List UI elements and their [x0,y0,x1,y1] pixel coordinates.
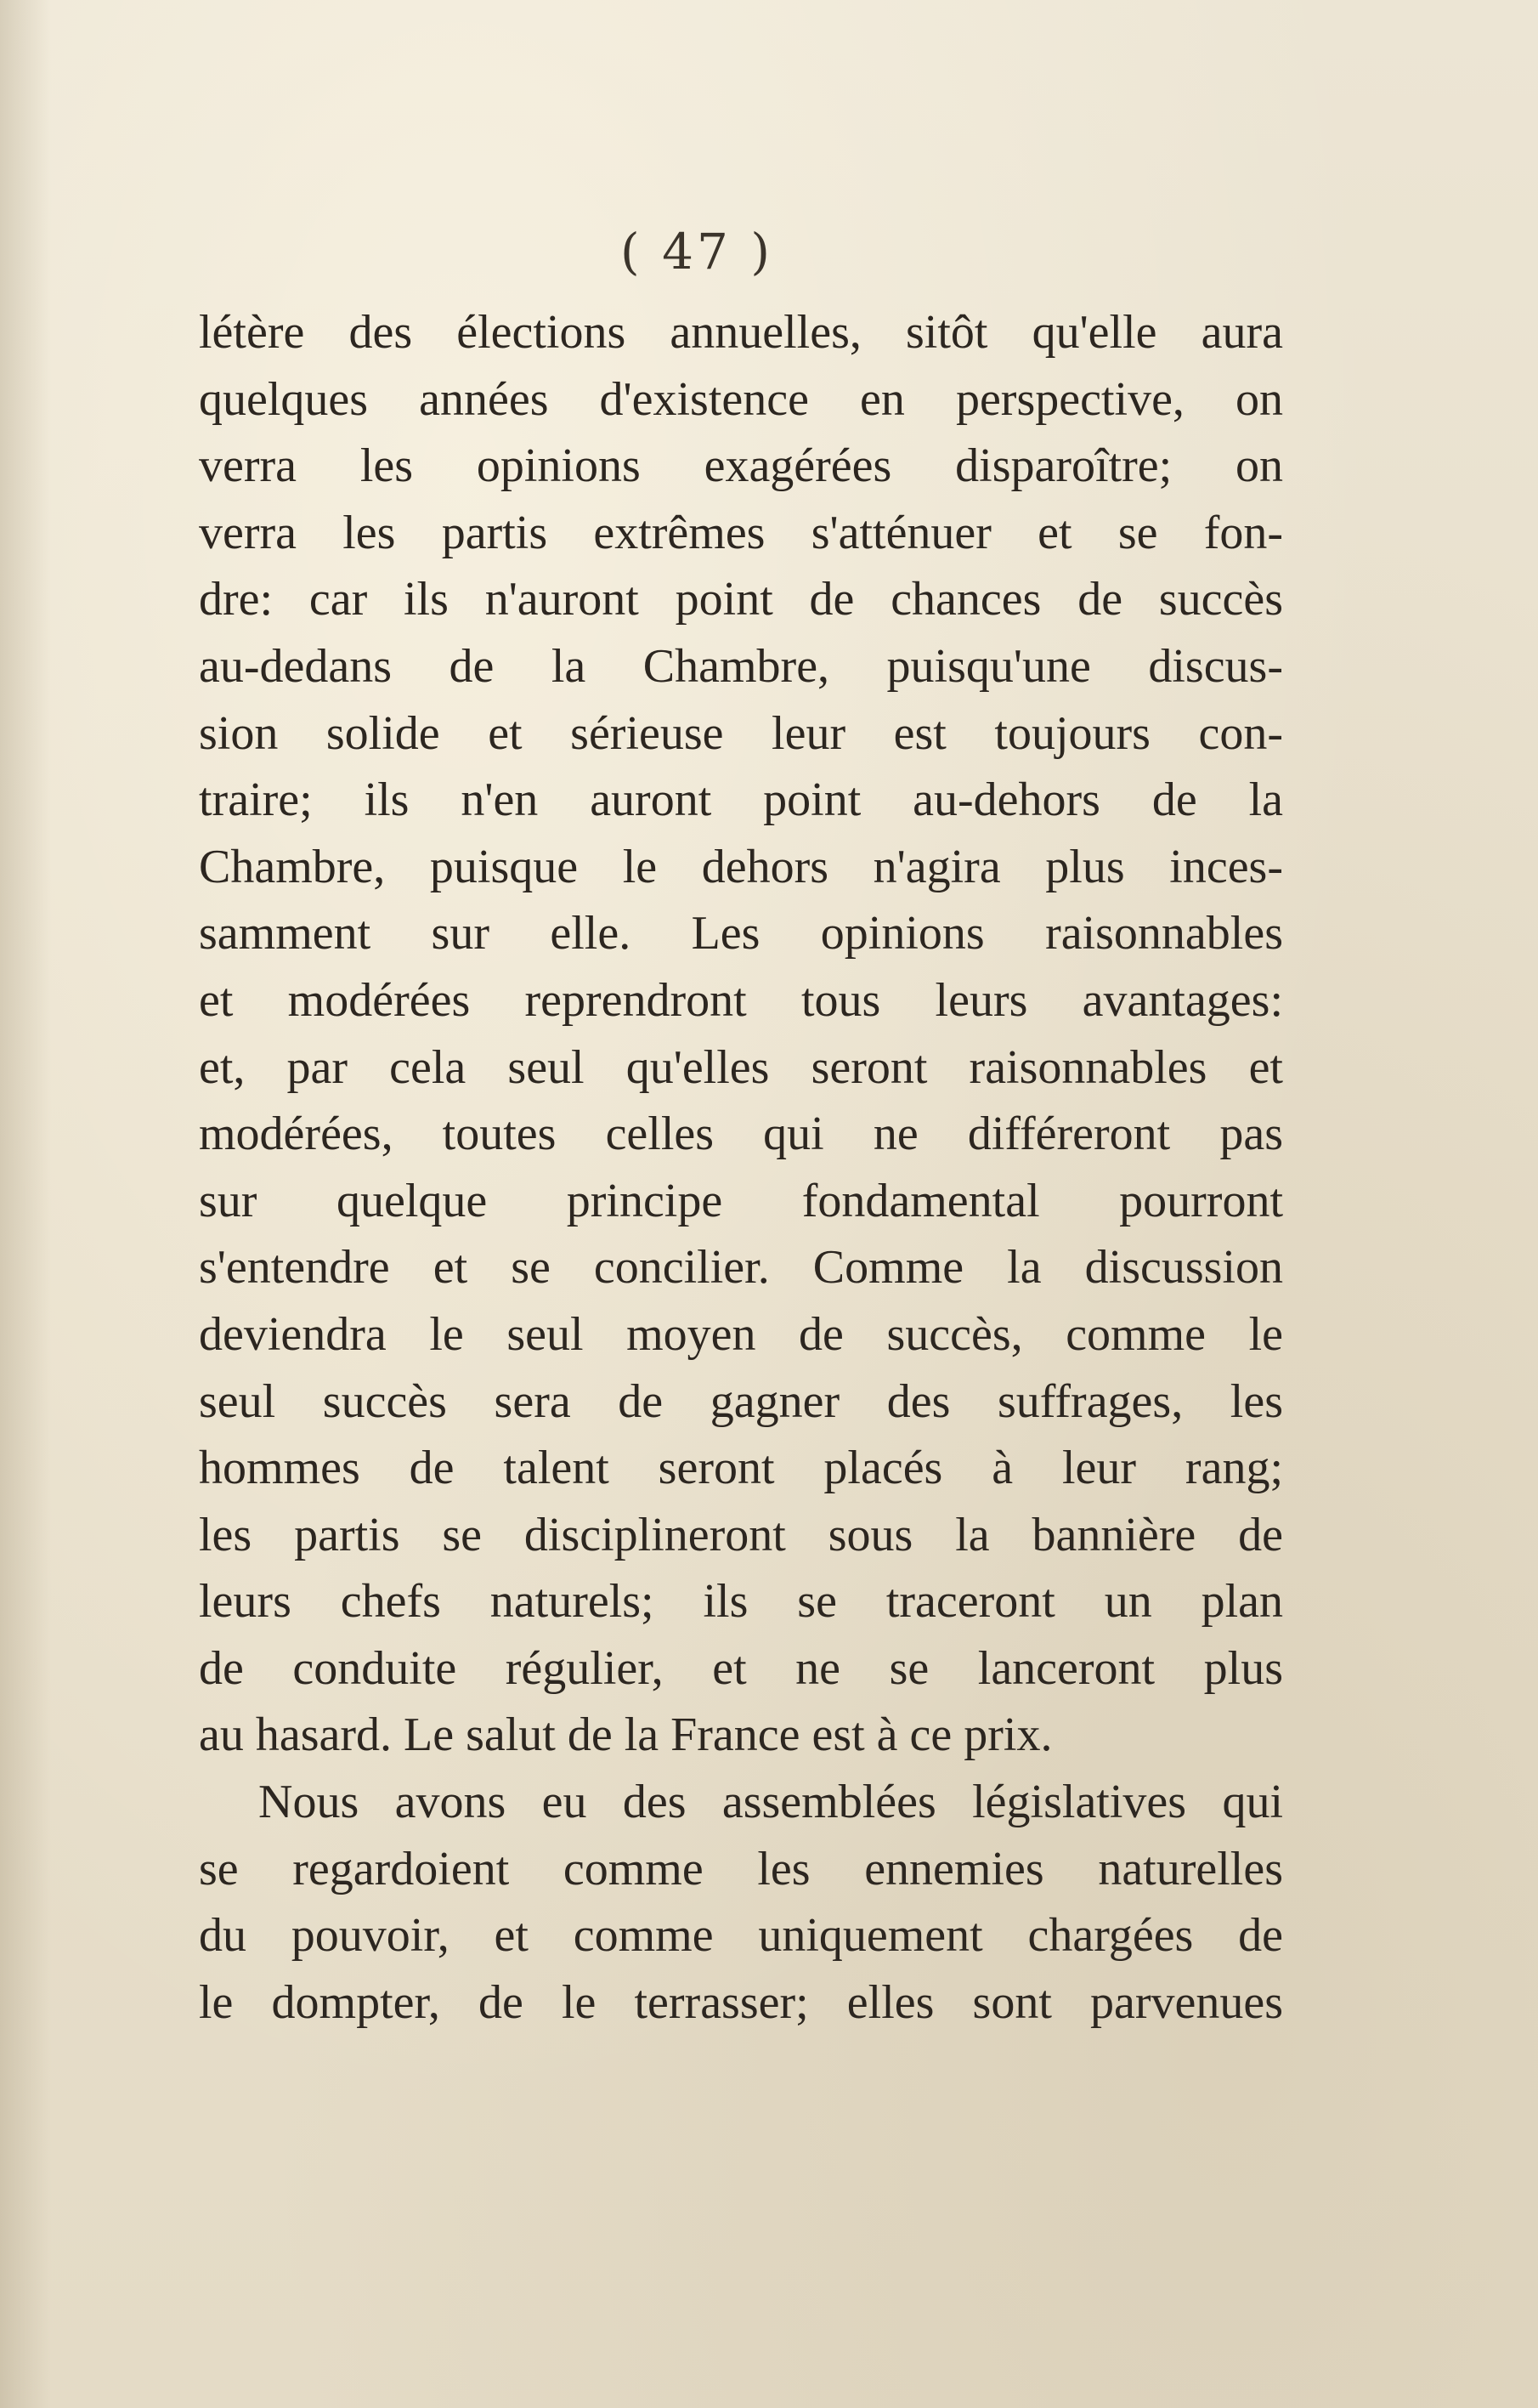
text-line: modérées, toutes celles qui ne différeront pas [199,1108,1283,1161]
paragraph-start-line: Nous avons eu des assemblées législatives qui [258,1776,1283,1829]
text-line: traire; ils n'en auront point au-dehors de la [199,773,1283,827]
text-line: de conduite régulier, et ne se lanceront plus [199,1641,1283,1695]
page-number: ( 47 ) [620,223,773,280]
text-line: verra les partis extrêmes s'atténuer et se fon- [199,506,1283,559]
text-line: seul succès sera de gagner des suffrages, les [199,1374,1283,1428]
text-line: Chambre, puisque le dehors n'agira plus inces- [199,840,1283,893]
page-edge-shadow [0,0,51,2408]
text-line: le dompter, de le terrasser; elles sont parvenues [199,1975,1283,2029]
text-line: s'entendre et se concilier. Comme la discussion [199,1241,1283,1295]
text-line: samment sur elle. Les opinions raisonnables [199,907,1283,960]
text-line: se regardoient comme les ennemies naturelles [199,1842,1283,1895]
text-line: hommes de talent seront placés à leur rang; [199,1442,1283,1495]
text-line: quelques années d'existence en perspective, on [199,372,1283,426]
text-line: au hasard. Le salut de la France est à ce prix. [199,1708,1053,1762]
text-line: deviendra le seul moyen de succès, comme le [199,1307,1283,1361]
text-line: dre: car ils n'auront point de chances de succès [199,573,1283,626]
text-line: verra les opinions exagérées disparoître; on [199,439,1283,493]
text-line: au-dedans de la Chambre, puisqu'une discus- [199,639,1283,693]
text-line: du pouvoir, et comme uniquement chargées de [199,1909,1283,1963]
text-line: les partis se disciplineront sous la bannière de [199,1508,1283,1561]
text-line: leurs chefs naturels; ils se traceront un plan [199,1575,1283,1629]
text-line: et modérées reprendront tous leurs avantages: [199,973,1283,1027]
text-line: létère des élections annuelles, sitôt qu'elle aura [199,306,1283,359]
body-text [199,299,1283,2036]
text-line: sur quelque principe fondamental pourront [199,1174,1283,1227]
text-line: et, par cela seul qu'elles seront raisonnables et [199,1040,1283,1094]
text-line: sion solide et sérieuse leur est toujours con- [199,706,1283,760]
